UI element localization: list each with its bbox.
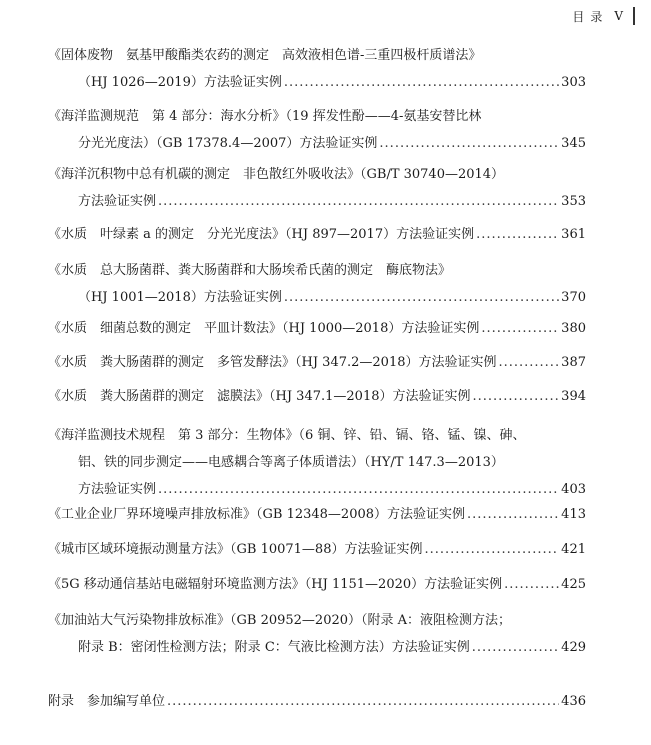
toc-entry-line (48, 225, 586, 245)
toc-page-number: 303 (561, 75, 586, 90)
toc-page-number: 425 (561, 577, 586, 592)
toc-entry-text: 《水质 粪大肠菌群的测定 多管发酵法》（HJ 347.2—2018）方法验证实例 (48, 355, 497, 370)
toc-entry-text: 方法验证实例 (78, 482, 157, 497)
toc-entry-line (48, 540, 586, 560)
toc-entry-line: 《加油站大气污染物排放标准》（GB 20952—2020）（附录 A：液阻检测方法； (48, 613, 512, 628)
toc-page-number: 345 (561, 136, 586, 151)
dot-leader (424, 540, 559, 560)
dot-leader (467, 505, 559, 525)
toc-entry-text: 《城市区域环境振动测量方法》（GB 10071—88）方法验证实例 (48, 542, 423, 557)
dot-leader (498, 353, 559, 373)
toc-page-number: 353 (561, 194, 586, 209)
toc-entry-line (78, 288, 586, 308)
toc-entry-text: （HJ 1001—2018）方法验证实例 (78, 290, 282, 305)
toc-entry-text: 附录 参加编写单位 (48, 694, 166, 709)
toc-entry-line: 《海洋沉积物中总有机碳的测定 非色散红外吸收法》（GB/T 30740—2014） (48, 167, 505, 182)
toc-page-number: 394 (561, 389, 586, 404)
toc-entry-line (48, 387, 586, 407)
toc-entry-text: 附录 B：密闭性检测方法；附录 C：气液比检测方法）方法验证实例 (78, 640, 470, 655)
toc-entry-line (48, 575, 586, 595)
dot-leader (504, 575, 559, 595)
toc-entry-line (78, 480, 586, 500)
toc-entry-line: 《海洋监测技术规程 第 3 部分：生物体》（6 铜、锌、铅、镉、铬、锰、镍、砷、 (48, 428, 526, 443)
toc-entry-line: 铝、铁的同步测定——电感耦合等离子体质谱法）（HY/T 147.3—2013） (78, 455, 504, 470)
toc-entry-line (78, 192, 586, 212)
toc-page-number: 380 (561, 321, 586, 336)
toc-entry-line (48, 353, 586, 373)
toc-entry-text: 方法验证实例 (78, 194, 157, 209)
toc-page-number: 436 (561, 694, 586, 709)
header-page-number: V (614, 9, 623, 23)
dot-leader (158, 480, 559, 500)
toc-page-number: 429 (561, 640, 586, 655)
toc-entry-text: 《水质 细菌总数的测定 平皿计数法》（HJ 1000—2018）方法验证实例 (48, 321, 480, 336)
running-header (572, 6, 635, 26)
toc-page-number: 387 (561, 355, 586, 370)
dot-leader (472, 387, 559, 407)
toc-entry-text: 《工业企业厂界环境噪声排放标准》（GB 12348—2008）方法验证实例 (48, 507, 466, 522)
dot-leader (158, 192, 559, 212)
toc-page-number: 413 (561, 507, 586, 522)
header-title: 目录 (572, 9, 609, 24)
dot-leader (481, 319, 559, 339)
dot-leader (284, 288, 559, 308)
toc-entry-line (48, 319, 586, 339)
toc-entry-text: 《水质 粪大肠菌群的测定 滤膜法》（HJ 347.1—2018）方法验证实例 (48, 389, 471, 404)
toc-entry-line (78, 134, 586, 154)
toc-entry-line: 《固体废物 氨基甲酸酯类农药的测定 高效液相色谱-三重四极杆质谱法》 (48, 48, 482, 63)
toc-entry-line: 《水质 总大肠菌群、粪大肠菌群和大肠埃希氏菌的测定 酶底物法》 (48, 263, 452, 278)
dot-leader (379, 134, 559, 154)
toc-page-number: 370 (561, 290, 586, 305)
toc-page-number: 403 (561, 482, 586, 497)
toc-page-number: 421 (561, 542, 586, 557)
toc-entry-text: （HJ 1026—2019）方法验证实例 (78, 75, 282, 90)
toc-entry-text: 《水质 叶绿素 a 的测定 分光光度法》（HJ 897—2017）方法验证实例 (48, 227, 475, 242)
dot-leader (284, 73, 559, 93)
toc-entry-line (78, 73, 586, 93)
toc-entry-line (48, 692, 586, 712)
toc-page-number: 361 (561, 227, 586, 242)
toc-entry-line (78, 638, 586, 658)
dot-leader (472, 638, 559, 658)
toc-entry-text: 《5G 移动通信基站电磁辐射环境监测方法》（HJ 1151—2020）方法验证实例 (48, 577, 503, 592)
dot-leader (167, 692, 559, 712)
toc-entry-line (48, 505, 586, 525)
dot-leader (476, 225, 559, 245)
header-rule (633, 7, 635, 25)
toc-entry-text: 分光光度法）（GB 17378.4—2007）方法验证实例 (78, 136, 378, 151)
toc-entry-line: 《海洋监测规范 第 4 部分：海水分析》（19 挥发性酚——4-氨基安替比林 (48, 109, 482, 124)
